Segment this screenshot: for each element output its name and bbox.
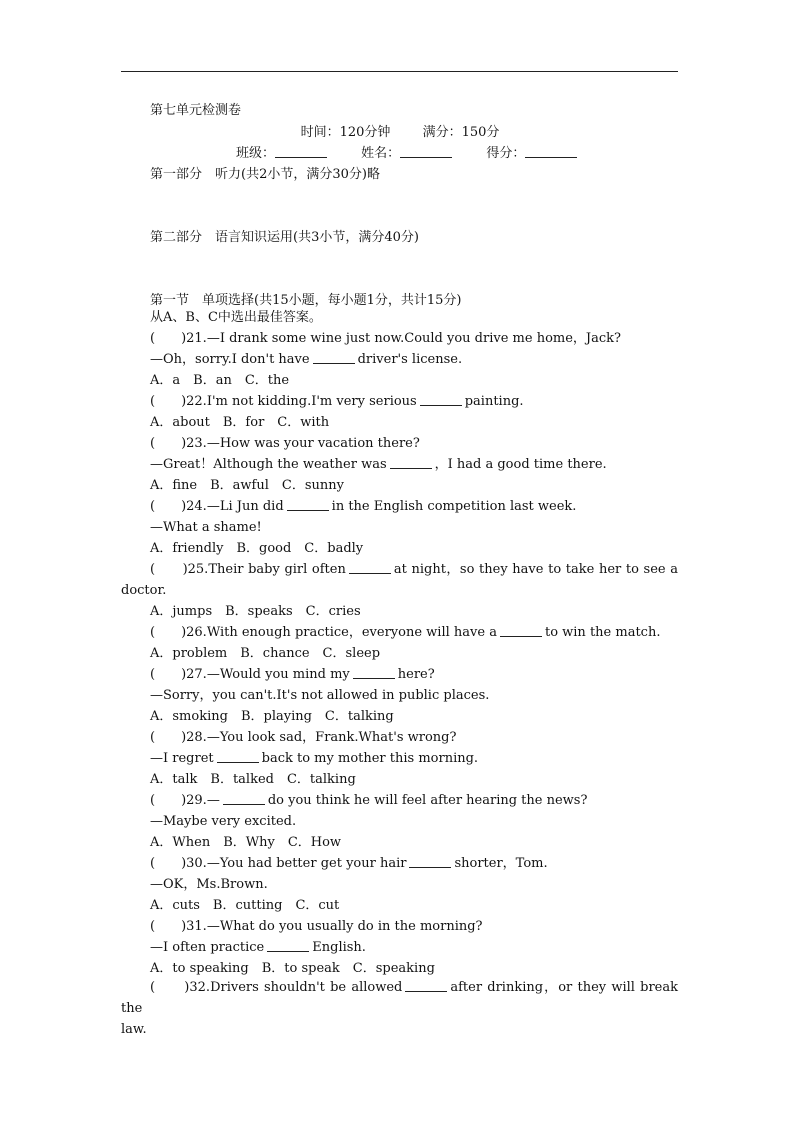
question-28: ( )28.—You look sad，Frank.What's wrong?	[150, 730, 457, 745]
question-31: ( )31.—What do you usually do in the morning?	[150, 919, 483, 934]
mark-blank[interactable]	[525, 145, 577, 158]
class-field[interactable]	[236, 142, 327, 161]
question-22: ( )22.I'm not kidding.I'm very serious painting.	[150, 394, 524, 409]
question-31-options: A．to speaking B．to speak C．speaking	[150, 961, 435, 976]
section1-heading: 第一节 单项选择(共15小题，每小题1分，共计15分)	[150, 293, 462, 308]
header-rule	[121, 71, 678, 72]
question-27: ( )27.—Would you mind my here?	[150, 667, 435, 682]
question-29: ( )29.— do you think he will feel after hearing the news?	[150, 793, 588, 808]
question-21-options: A．a B．an C．the	[150, 373, 290, 388]
question-23-reply: —Great！Although the weather was ，I had a good time there.	[150, 457, 607, 472]
name-label: 姓名：	[361, 146, 401, 161]
full-score: 满分：150分	[422, 125, 500, 140]
answer-blank[interactable]	[223, 792, 265, 805]
question-31-reply: —I often practice English.	[150, 940, 366, 955]
question-24-options: A．friendly B．good C．badly	[150, 541, 364, 556]
part1-heading: 第一部分 听力(共2小节，满分30分)略	[150, 167, 380, 182]
question-26: ( )26.With enough practice，everyone will have a to win the match.	[150, 625, 661, 640]
question-28-reply: —I regret back to my mother this morning.	[150, 751, 479, 766]
question-22-options: A．about B．for C．with	[150, 415, 330, 430]
question-27-options: A．smoking B．playing C．talking	[150, 709, 394, 724]
answer-blank[interactable]	[353, 666, 395, 679]
question-21: ( )21.—I drank some wine just now.Could you drive me home，Jack?	[150, 331, 622, 346]
name-field[interactable]	[361, 142, 452, 161]
answer-blank[interactable]	[313, 351, 355, 364]
answer-blank[interactable]	[267, 939, 309, 952]
question-26-options: A．problem B．chance C．sleep	[150, 646, 381, 661]
question-25: ( )25.Their baby girl often at night，so they have to take her to see a doctor.	[121, 562, 678, 598]
class-blank[interactable]	[275, 145, 327, 158]
part2-heading: 第二部分 语言知识运用(共3小节，满分40分)	[150, 230, 419, 245]
question-30-reply: —OK，Ms.Brown.	[150, 877, 268, 892]
question-30-options: A．cuts B．cutting C．cut	[150, 898, 340, 913]
question-23: ( )23.—How was your vacation there?	[150, 436, 420, 451]
answer-blank[interactable]	[287, 498, 329, 511]
question-29-options: A．When B．Why C．How	[150, 835, 342, 850]
time-limit: 时间：120分钟	[300, 125, 391, 140]
question-23-options: A．fine B．awful C．sunny	[150, 478, 344, 493]
question-21-reply: —Oh，sorry.I don't have driver's license.	[150, 352, 463, 367]
name-blank[interactable]	[400, 145, 452, 158]
answer-blank[interactable]	[409, 855, 451, 868]
question-24-reply: —What a shame!	[150, 520, 262, 535]
question-29-reply: —Maybe very excited.	[150, 814, 297, 829]
question-24: ( )24.—Li Jun did in the English competition last week.	[150, 499, 577, 514]
answer-blank[interactable]	[217, 750, 259, 763]
question-25-options: A．jumps B．speaks C．cries	[150, 604, 361, 619]
question-27-reply: —Sorry，you can't.It's not allowed in public places.	[150, 688, 490, 703]
mark-label: 得分：	[486, 146, 526, 161]
class-label: 班级：	[236, 146, 276, 161]
question-32: ( )32.Drivers shouldn't be allowed after drinking，or they will break the law.	[121, 980, 678, 1037]
answer-blank[interactable]	[420, 393, 462, 406]
answer-blank[interactable]	[390, 456, 432, 469]
question-30: ( )30.—You had better get your hair shorter，Tom.	[150, 856, 548, 871]
student-info	[236, 142, 607, 161]
instruction: 从A、B、C中选出最佳答案。	[150, 310, 322, 325]
exam-meta-time-score	[0, 121, 800, 140]
answer-blank[interactable]	[500, 624, 542, 637]
answer-blank[interactable]	[349, 561, 391, 574]
answer-blank[interactable]	[405, 979, 447, 992]
question-28-options: A．talk B．talked C．talking	[150, 772, 356, 787]
mark-field[interactable]	[486, 142, 577, 161]
exam-title: 第七单元检测卷	[150, 103, 242, 118]
